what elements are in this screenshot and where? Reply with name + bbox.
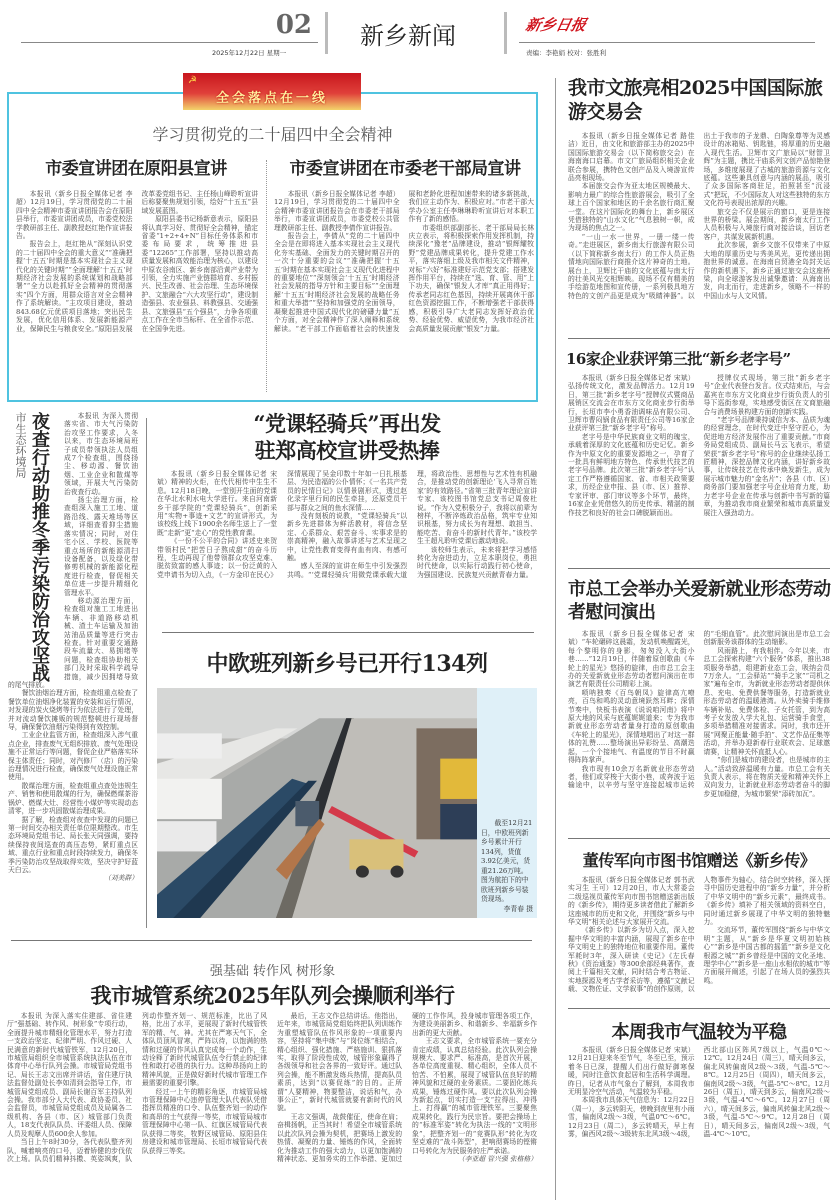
headline: 本周我市气温较为平稳	[611, 1022, 787, 1043]
paragraph: 本周我市具体天气信息为：12月22日（周一），多云转阴天，傍晚到夜里有小雨雪，偏南风2级～3级，气温0℃～6℃。12月23日（周二），多云转晴天，早上有雾，偏西风2级～3级转东北风3级～4级，西北部山区阵风7级以上，气温0℃～12℃。12月24日（周三），晴天间多云，偏北风转偏南风2级～3级，气温-5℃～8℃。12月25日（周四），晴天间多云，偏南风2级～3级，气温-5℃～8℃。12月26日（周五），晴天到多云，偏南风2级～3级，气温-4℃～6℃。12月27日（周六），晴天间多云，偏南风转偏北风2级～3级，气温-5℃～9℃。12月28日（周日），晴天间多云，偏南风2级～3级，气温-4℃～10℃。	[568, 1046, 830, 1139]
paragraph: 本报讯（新乡日报全媒体记者 宋斌）“车轮碾碎这晨霜，发动机唤醒霞光，每个黎明你的身影，匆匆没入大街小巷……”12月19日，伴随着原创歌曲《车轮上的星光》悠扬的旋律，由市总工会主办的关爱新就业形态劳动者慰问演出在市演艺有限责任公司精彩上演。	[568, 630, 695, 689]
byline: （李亚超 管兴强 张格格）	[457, 1154, 537, 1163]
paragraph: “你们是城市的建设者，也是城市的主人。”活动致辞温暖有力量。市总工会有关负责人表示，将在物质关爱和精神关怀上双向发力，让新就业形态劳动者奋斗的脚步更加稳健，为城市繁荣“添砖加瓦”。	[703, 756, 830, 798]
issue-date: 2025年12月22日 星期一	[212, 49, 287, 57]
article-body	[568, 132, 830, 300]
paragraph: “老字号品牌秉持诚信为本、品质为魂的经营理念，在时代变迁中坚守匠心，为促进地方经济发展作出了重要贡献。”市商务局党组成员、副局长马云飞表示，希望荣获“新乡老字号”称号的企业继续弘扬工匠精神，深挖品牌文化内涵，讲好新乡故事，让传统技艺在传承中焕发新生，成为展示城市魅力的“金名片”；各县（市、区）商务部门要加强老字号企业培育力度，助力老字号企业在传承与创新中书写新的篇章，为推动我市商业繁荣和城市高质量发展注入强劲动力。	[703, 416, 830, 517]
paragraph: 本报讯（新乡日报全媒体记者 宋斌）12月21日迎来冬至节气，冬至已至，预示着冬日已深，提醒人们出行做好御寒保暖，同时注意饮食起居和生活科学调理。昨日，记者从市气象台了解到，本周我市无明显冷空气活动，气温较为平稳。	[568, 1046, 695, 1097]
headline: 董传军向市图书馆赠送《新乡传》	[582, 851, 816, 870]
headline: 我市文旅亮相2025中国国际旅游交易会	[568, 77, 823, 123]
paragraph: 市委组织部副部长、老干部局局长林庆立表示，将积极探索作用发挥机制，持续深化“豫老”品牌建设，推动“银辉耀牧野”党建品牌成果转化，提升党建工作水平，落实落细上级及我市相关文件精神，对标“六好”标准建好示范党支部；搭建发挥作用平台，持续在“选、育、管、用”上下功夫，确保“银发人才库”真正用得好；传承老同志红色基因，持续开展离休干部红色资源挖掘工作，不断增强老干部获得感，积极引导广大老同志发挥好政治优势、经验优势、威望优势，为我市经济社会高质量发展贡献“银发”力量。	[408, 223, 534, 333]
paragraph: 王志文强调，战鼓催征，使命在肩；奋楫扬帆，正当其时！希望全市城管系统以此次队列会操为契机，把赛场上激发的热情、凝聚的力量、锤炼的作风，全面转化为推动工作的强大动力，以更加饱满的精神状态、更加务实的工作举措、更加过硬的工作作风，投身城市管理各项工作，为建设美丽新乡、和谐新乡、幸福新乡作出新的更大贡献。	[277, 1012, 537, 1163]
headline-line: “党课轻骑兵”再出发	[253, 411, 441, 436]
paragraph: 本报讯（新乡日报全媒体记者 李超）12月19日，学习贯彻党的二十届四中全会精神市委宣讲团报告会在原阳县举行，市委宣讲团成员，市委党校法学教研部主任、副教授赵红艳作宣讲报告。	[16, 190, 133, 241]
headline: 我市城管系统2025年队列会操顺利举行	[90, 983, 455, 1008]
paragraph: 唢呐独奏《百鸟朝凤》旋律高亢嘹亮，百鸟和鸣的灵动意境跃然耳畔；深情节奏中，快板书表演《说说咱河南》将中原大地的风采与底蕴娓娓道来；专为我市新就业形态劳动者量身打造的原创歌曲《车轮上的星光》，深情地唱出了对这一群体的礼赞……整场演出异彩纷呈、高潮迭起，一个个接地气、有温度的节目不时赢得阵阵掌声。	[568, 688, 695, 765]
banner-text: 全会落点在一线	[215, 91, 328, 106]
article-body	[7, 1012, 537, 1163]
divider	[568, 338, 830, 339]
headline: 夜查行动助推冬季污染防治攻坚战	[29, 412, 50, 682]
paragraph: 王志文要求，全市城管系统一要充分肯定成绩，认真总结经验。此次队列会操规模大、要求严、标准高，是首次开展，各单位高度重视、精心组织，全体人员不怕苦、不怕累，展现了城管队伍良好的精神风貌和过硬的业务素质。二要固化练兵成果，锤炼过硬作风。要以此次队列会操为新起点，切实打造一支“拉得出、冲得上、打得赢”的城市管理铁军。三要聚焦成果转化，践行为民宗旨。要把会操场上的“标准军姿”转化为执法一线的“文明形象”，把整齐划一的“竞赛队形”转化为攻坚克难的“战斗阵型”，把响彻赛场的铿锵口号转化为为民服务的庄严承诺。	[412, 1037, 537, 1155]
paragraph: 扬尘治理方面，检查组深入施工工地、道路沿线、露天堆场等区域，详细查看抑尘措施落实情况；同时，对住宅小区、学校、医院等重点场所的新能源清扫设备配备，以及绿化带修剪机械的新能源化程度进行检查，督促相关单位进一步提升精细化管理水平。	[64, 496, 138, 597]
paragraph: 《新乡传》以新乡为切入点，深入挖掘中华文明的丰富内涵，展现了新乡在中华文明史上的独特地位和重要作用。董传军耗时3年，深入研读《史记》《左氏春秋》《资治通鉴》等300余部经典著作，查阅上千篇相关文献，同时结合考古物证、实地探源及考古学者采访等，遵循“文献记载、文物佐证、文学叙事”的创作原则，以人物事件为轴心，结合时空转移，深入探寻中国历史进程中的“新乡力量”，并分析了中华文明中的“新乡元素”，最终成书。《新乡传》填补了相关领域的资料空白，同时通过新乡展现了中华文明的独特魅力。	[568, 876, 830, 994]
headline	[157, 410, 537, 464]
paragraph: 此次参展，新乡文旅不仅带来了中原大地的厚重历史与秀美风光，更传递出拥抱世界的诚意。在海南自贸港全岛封关运作的新机遇下，新乡正通过旅交会这座桥梁，向全球游客发出诚挚邀请：从海南出发，向北而行，走进新乡，领略不一样的中国山水与人文风情。	[703, 241, 830, 300]
paragraph: 我市现有10余万名新就业形态劳动者，他们或穿梭于大街小巷，或奔波于运输途中，以辛劳与坚守连接起城市运转的“毛细血管”。此次慰问演出是市总工会创新服务该群体的生动缩影。	[568, 630, 830, 790]
paragraph: 移动源治理方面，检查组对施工工地进出车辆、非道路移动机械、渣土车运输及加油站油品质量等进行突击检查。针对重要交通路段车流量大、易拥堵等问题，检查组协助相关部门及时采取科学疏导措施，减少因拥堵导致的尾气排放。	[8, 596, 138, 689]
header-divider	[325, 12, 328, 54]
banner	[183, 73, 361, 110]
editors: 责编：李艳娟 校对：张胜利	[526, 49, 607, 57]
paragraph: 原阳县委书记杨新意表示，原阳县将认真学习好、贯彻好全会精神，锚定省委“1+2+4+N”目标任务体系和市委布局要求，统筹推进县委“12265”工作部署，坚持以推动高质量发展和高效能治理为核心，以建设中原农谷南区、新乡南部沿黄产业带为引领，全力实施产业链群培育、乡村振兴、民生改善、社会治理、生态环境保护、文旅融合“六大攻坚行动”，建设制造强县、农业强县、料教强县、交通强县、文旅强县“五个强县”，力争各项重点工作在全市当标杆、在全省作示范、在全国争先进。	[141, 215, 258, 333]
header-rule	[21, 42, 318, 43]
article-body	[568, 876, 830, 994]
paragraph: 风雨路上，有我相伴。今年以来，市总工会探索构建“六个服务”体系，推出38项服务举措，组建新业态工会，吸纳会员7万余人。“工会驿站”“骑手之家”“司机之家”遍布全市，为新就业形态劳动者提供休息、充电、免费供餐等服务，打造新就业形态劳动者的温暖港湾。从外卖骑手维修车辆补贴、免费体检、子女托管，到为高考子女发放入学大礼包、运营骑手食堂，多项举措精准对接需求。同时，我市还开展“网聚正能量·随手拍”、文艺作品征集等活动，并举办迎新春行业联欢会、足球邀请赛，让精神关怀直抵人心。	[703, 646, 830, 756]
headline: 中欧班列新乡号已开行134列	[206, 651, 488, 677]
headline: 市总工会举办关爱新就业形态劳动者慰问演出	[568, 579, 831, 623]
paragraph: 感人至深的宣讲在师生中引发强烈共鸣。“‘党课轻骑兵’用微党课承载大道理，将政治性、思想性与艺术性有机融合，是推动党的创新理论‘飞入寻常百姓家’的有效路径。”省第三批青年理论宣讲专家、该校图书馆党总支书记周俊杜说。“作为入党积极分子，我将以前辈为榜样，不断淬炼政治品格，筑牢专业知识根基，努力成长为有理想、敢担当、能吃苦、肯奋斗的新时代青年。”该校学生王超凡聆听党课后激动地说。	[287, 470, 537, 579]
paragraph: 最后，王志文作总结讲话。他指出，近年来，市城管局党组始终把队列训练作为重塑城管队伍作风形象的一项重要内容，坚持将“集中练”与“岗位练”相结合，精心组织、强化措施、严格施训、狠抓落实，取得了阶段性成效，城管形象赢得了各级领导和社会各界的一致好评。通过队列会操，能不断激发练兵热情，提高队员素质，达到“以赛促练”的目的。正所谓“人要精神，物要整洁，说话和气，办事公正”，新时代城管就要有新时代的风貌。	[277, 1012, 402, 1113]
article-body	[568, 1046, 830, 1138]
header-rule	[519, 42, 815, 43]
paragraph: 工业企业监管方面，检查组深入涉气重点企业，排查废气无组织排放、废气处理设施不正常运行等问题，督促企业严格落实环保主体责任；同时，对汽修厂（店）的污染治理情况进行检查，确保废气处理设施正常使用。	[8, 731, 138, 782]
newspaper-logo: 新乡日报	[523, 16, 588, 34]
paragraph: 据了解，检查组对夜查中发现的问题已第一时间交办相关责任单位限期整改。市生态环境局党组书记、局长张天同强调，要持续保持夜间巡查的高压态势，紧盯重点区域、重点行业和重点时段持续发力，确保冬季污染防治攻坚战取得实效，坚决守护好蓝天白云。	[8, 815, 138, 874]
paragraph: 本报讯（新乡日报全媒体记者 李超）12月19日，学习贯彻党的二十届四中全会精神市委宣讲团报告会在市委老干部局举行，市委宣讲团成员，市委党校公共管理教研部主任、副教授李倩作宣讲报告。	[274, 190, 400, 232]
photo-caption-box	[477, 688, 537, 918]
paragraph: 本报讯（新乡日报全媒体记者 宋斌）弘扬传统文化，激发品牌活力。12月19日，第三批“新乡老字号”授牌仪式暨商品展销区交流会在市东方文化商业步行街举行，长垣市李小勇香油调味品有限公司、卫辉市曹闷锅食品有限责任公司等16家企业获评第三批“新乡老字号”称号。	[568, 374, 695, 433]
paragraph: 当日上午8时30分，各代表队整齐列队，喊着响亮的口号，迈着矫健的步伐依次上场。队员们精神抖擞、英姿飒爽，队列动作整齐划一、规范标准，比出了风格，比出了水平，更展现了新时代城管铁军的精、气、神。尤其在严寒天气下，全体队员顶风冒寒，严阵以待，以饱满的热情和过硬的作风认真完成每一个动作，生动诠释了新时代城管队伍令行禁止的纪律性和敢打必胜的执行力。这种昂扬向上的精神风貌，正是做好新时代城市管理工作最需要的重要引擎。	[7, 1012, 267, 1163]
headline: 16家企业获评第三批“新乡老字号”	[566, 350, 791, 368]
divider	[568, 568, 830, 569]
header-divider	[504, 12, 507, 54]
byline: （刘美群）	[104, 874, 138, 883]
paragraph: 本报讯（新乡日报全媒体记者 路佳洁）近日，由文化和旅游部主办的2025中国国际旅游交易会（以下简称旅交会）在海南海口启幕。市文广旅局组织相关企业联合参展，携特色文创产品及入境游宣传品亮相现场。	[568, 132, 695, 183]
paragraph: 本报讯 为深入落实住建部、省住建厅“强基础、转作风、树形象”专项行动，全面提升城市精细化管理水平，努力打造一支政治坚定、纪律严明、作风过硬、人民满意的新时代城管铁军，12月20日，市城管局组织全市城管系统执法队伍在市体育中心举行队列会操。市城管局党组书记、局长王志文出席并讲话，省住建厅执法监督处副处长李如清到会指导工作，市城管局党组成员、副局长谢百军主持队列会操。我市部分人大代表、政协委员、社会监督员，市城管局党组成员及局属各二级机构、各县（市、区）城管部门负责人，18支代表队队员、评委组人员、保障人员及观摩人员600余人参加。	[7, 1012, 132, 1138]
column-divider	[555, 78, 556, 1200]
paragraph: 《一份不公平的合同》讲述史来贺带领村民“把苦日子熬成甜”的奋斗历程，生动再现了他带领群众攻坚克难、脱贫致富的感人事迹；以一份泛黄的入党申请书为切入点，《一方金印在民心》深情展现了吴金印数十年如一日扎根基层、为民造福的公仆情怀；《一名共产党员的民情日记》以情景剧形式，透过赵化录字里行间的民生牵挂，还原党员干部与群众之间的鱼水深情……	[157, 470, 407, 579]
headline: 市委宣讲团在市委老干部局宣讲	[289, 159, 521, 179]
divider	[162, 632, 534, 633]
department-label: 市生态环境局	[14, 412, 27, 478]
paragraph: “一山一水一世界，一册一缕一传奇。”走进展区，新乡南太行旅游有限公司（以下简称新乡南太行）的工作人员正热情地向国际旅行商推介这片神奇的土地。展台上，卫辉比干庙的文化底蕴与南太行的壮美风光交相辉映。现场不仅有精美的手绘游览地图和宣传册，一系列极具地方特色的文创产品更是成为“吸睛神器”。以出土于我市的子龙鼎、白陶象尊等为灵感设计的冰箱贴、钥匙链，将厚重的历史融入现代生活。卫辉市文广旅局以“财智卫辉”为主题，携比干庙系列文创产品惊艳登场，多维度展现了古城的旅游资源与文化底蕴。这些兼具创意与内涵的展品，吸引了众多国际客商驻足，拍照甚至“沉浸式”把玩，不少国际友人对这些独特的东方文化符号表现出浓厚的兴趣。	[568, 132, 830, 300]
paragraph: 本报讯（新乡日报全媒体记者 宋斌）精神的火炬，在代代相传中生生不息。12月18日晚，一堂别开生面的党课在华北水利水电大学进行。来自河南新乡干部学院的“党课轻骑兵”，创新采用“实物+事迹+文艺”的宣讲形式，为该校线上线下1900余名师生送上了一堂既“走新”更“走心”的党性教育课。	[157, 470, 277, 537]
paragraph: 本报讯（新乡日报全媒体记者 郭书武 实习生 王可）12月20日，市人大常委会二级巡视员董传军向市图书馆赠送新出版的《新乡传》，期待更多读者借此了解新乡这座城市的历史和文化，并围绕“新乡与中华文明”相关论述与大家展开交流。	[568, 876, 695, 927]
kicker: 强基础 转作风 树形象	[209, 964, 336, 979]
paragraph: 经过一上午的精彩角逐，市城管局城市管理保障中心违停管理大队代表队凭借指挥员精准的口令、队伍整齐划一的动作和高昂的士气获得一等奖，市城管局城市管理保障中心第一队、红旗区城管局代表队获得二等奖，牧野区城管局、原阳县住房建设和城市管理局、长垣市城管局代表队获得三等奖。	[142, 1087, 267, 1155]
train-photo	[157, 688, 477, 918]
headline-spacer	[8, 412, 64, 680]
paragraph: 散煤治理方面，检查组重点查处违规生产、销售和使用散煤的行为，确保燃煤茶浴锅炉、燃煤大灶、经营性小煤炉等实现动态清零，进一步巩固散煤治理成果。	[8, 781, 138, 816]
party-emblem-icon: ☭	[188, 75, 197, 86]
freight-yard-image	[157, 688, 477, 918]
paragraph: 报告会上，李倩从“党的二十届四中全会是在即将进入基本实现社会主义现代化夯实基础、全面发力的关键时期召开的一次十分重要的会议”“准确把握‘十五五’时期在基本实现社会主义现代化进程中的重要地位”“深刻领会‘十五五’时期经济社会发展的指导方针和主要目标”“全面理解‘十五五’时期经济社会发展的战略任务和重大举措”“坚持和加强党的全面领导，凝聚起推进中国式现代化的磅礴力量”五个方面，对全会精神作了深入阐释和系统解读。“老干部工作面临着社会的快速发展和老龄化进程加速带来的诸多新挑战，我们应主动作为、积极应对。”市老干部大学办公室主任李琳琳聆听宣讲后对本职工作有了新的感悟。	[274, 190, 534, 333]
photo-credit: 李青春 摄	[503, 904, 533, 913]
paragraph: 本报讯 为深入贯彻落实省、市大气污染防治攻坚工作要求，入冬以来，市生态环境局班子成员带领执法人员组成7个检查组，围绕扬尘、移动源、餐饮油烟、工业企业和散煤等领域，开展大气污染防治夜查行动。	[64, 412, 138, 496]
photo-caption: 截至12月21日，中欧班列新乡号累计开行134列，货值3.92亿美元，货重21.26万吨。图为航拍下的中欧班列新乡号装货现场。	[481, 819, 533, 903]
page-number: 02	[275, 10, 312, 40]
divider	[266, 160, 267, 392]
paragraph: 旅交会不仅是展示的窗口，更是连接世界的桥梁。展会期间，新乡南太行工作人员积极与入境旅行商对接洽谈，回访老客户，共谋发展新机遇。	[703, 207, 830, 241]
plenum-subtitle: 学习贯彻党的二十届四中全会精神	[152, 125, 393, 144]
paragraph: 报告会上，赵红艳从“深刻认识党的二十届四中全会的重大意义”“准确把握‘十五五’时期是基本实现社会主义现代化的关键时期”“全面理解‘十五五’时期经济社会发展的系统谋划和战略部署”“全力以赴抓好全会精神的贯彻落实”四个方面，用群众语言对全会精神作了系统解读。“主攻项目建设，推动843.68亿元优质项目落地；突出民生发展，优化信用体系、发展新能源产业，保障民生与粮食安全。”原阳县发展改革委党组书记、主任杨山峰聆听宣讲后称要聚焦规划引领，绘好“十五五”县域发展蓝图。	[16, 190, 258, 333]
paragraph: 交流环节，董传军围绕“新乡与中华文明”主题，从“新乡是华夏文明初始核心”“新乡是中国古都的摇篮”“新乡是文化根源之城”“新乡曾经是中国的文化圣地、理学中心”“新乡是一座山水相依的城市”等方面展开阐述，引起了在场人员的强烈共鸣。	[703, 926, 830, 985]
article-body	[8, 412, 138, 883]
article-body	[568, 630, 830, 798]
article-body	[274, 190, 534, 333]
article-body	[568, 374, 830, 517]
headline-line: 驻郑高校宣讲受热捧	[254, 438, 440, 463]
paragraph: 该校师生表示，未来将把学习感悟转化为奋进动力，立足本职岗位，勇担时代使命，以实际行动践行初心使命，为强国建设、民族复兴贡献青春力量。	[417, 545, 537, 579]
paragraph: 老字号是中华民族商业文明的瑰宝，承载着深厚的文化底蕴和历史记忆。新乡作为中原文化的重要发源地之一，孕育了一批具有鲜明地方特色、传承世代技艺的老字号品牌。此次第三批“新乡老字号”认定工作严格遵循国家、省、市相关政策要求，历经企业申报、县（市、区）推荐、专家评审、部门审议等多个环节，最终，16家企业凭借悠久的历史传承、精湛的制作技艺和良好的社会口碑脱颖而出。	[568, 432, 695, 517]
paragraph: 授牌仪式现场，第三批“新乡老字号”企业代表登台发言。仪式结束后，与会嘉宾在市东方文化商业步行街负责人的引导下巡街参观，实地感受街区在文商旅融合与消费场景构建方面的创新实践。	[703, 374, 830, 416]
paragraph: 没有刻板的说教，“党课轻骑兵”以新乡先进群体为鲜活教材，将信念坚定、心系群众、艰苦奋斗、实事求是的崇高精神，融入故事讲述与艺术呈现之中，让党性教育变得有血有肉、有感可触。	[287, 512, 407, 563]
article-body	[16, 190, 258, 333]
divider	[568, 1008, 830, 1009]
headline: 市委宣讲团在原阳县宣讲	[45, 159, 227, 179]
divider	[11, 940, 532, 941]
section-title: 新乡新闻	[360, 22, 456, 50]
divider	[568, 838, 830, 839]
divider	[146, 418, 147, 928]
paragraph: 本届旅交会作为亚太地区规模最大、影响力最广的综合性旅游展会，吸引了全球上百个国家和地区的千余名旅行商汇聚一堂。在这片国际化的舞台上，新乡展区凭借独特的“山水文化”气息独树一帜，成为现场的焦点之一。	[568, 182, 695, 233]
paragraph: 餐饮油烟治理方面，检查组重点检查了餐饮单位油烟净化装置的安装和运行情况，对发现的炭火烧烤等行为依法进行了处理，并对流动餐饮摊贩的规范整顿进行现场督导，确保餐饮油烟污染得到有效控制。	[8, 689, 138, 732]
article-body	[157, 470, 537, 579]
